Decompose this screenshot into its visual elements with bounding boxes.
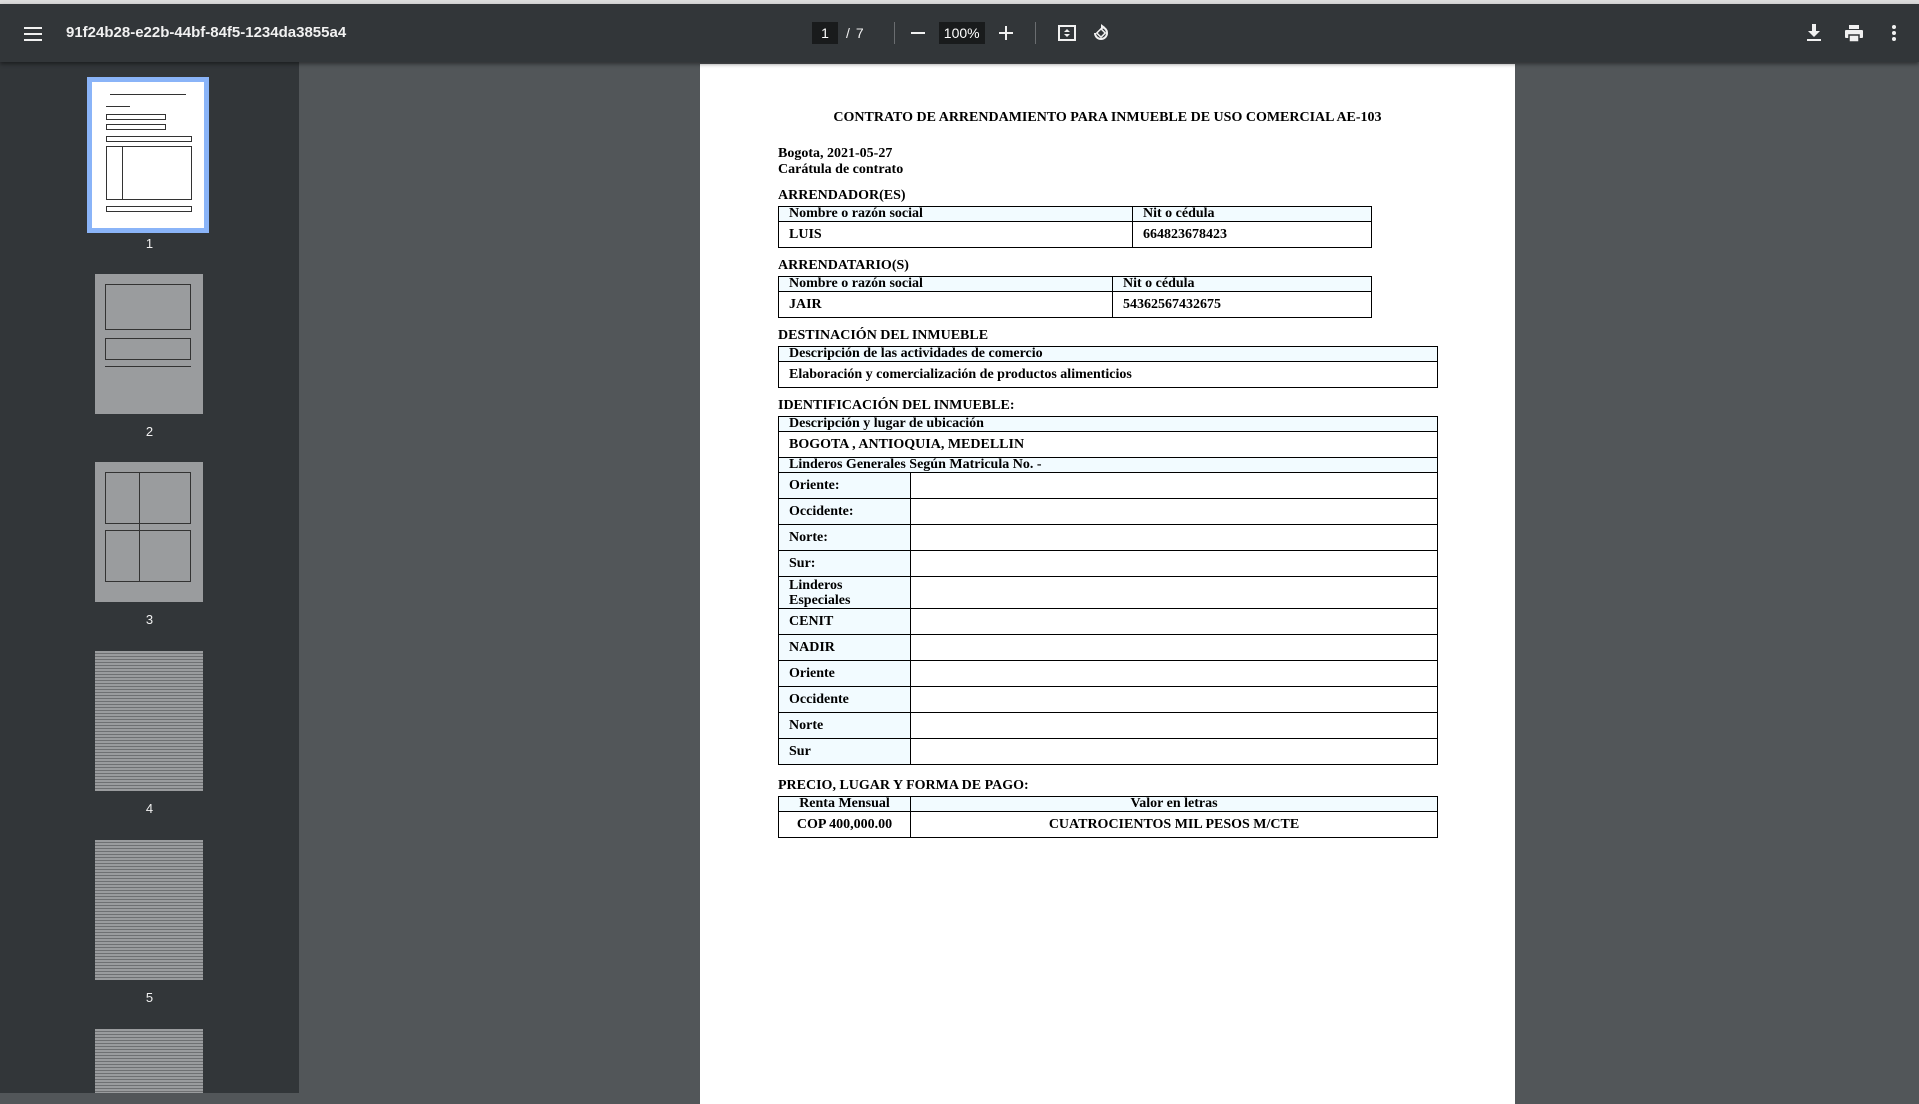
lindero-label: Norte: [779,525,911,551]
identificacion-heading: IDENTIFICACIÓN DEL INMUEBLE: [778,398,1015,413]
lindero-value [911,499,1438,525]
pdf-toolbar [0,4,1919,62]
right-controls [1799,18,1909,48]
plus-icon [999,26,1013,40]
arrendador-table [778,206,1372,248]
arrendatario-table [778,276,1372,318]
letras-value: CUATROCIENTOS MIL PESOS M/CTE [911,812,1438,838]
file-title: 91f24b28-e22b-44bf-84f5-1234da3855a4 [66,24,347,41]
arrendador-heading: ARRENDADOR(ES) [778,188,906,203]
total-pages: 7 [855,25,864,41]
place-date: Bogota, 2021-05-27 [778,146,893,161]
ubicacion-header: Descripción y lugar de ubicación [779,417,1438,432]
col-name-header: Nombre o razón social [779,207,1133,222]
renta-value: COP 400,000.00 [779,812,911,838]
lindero-value [911,739,1438,765]
contract-title: CONTRATO DE ARRENDAMIENTO PARA INMUEBLE DE USO COMERCIAL AE-103 [833,110,1382,125]
linderos-especiales-label: Linderos Especiales [779,577,911,609]
lindero-value [911,473,1438,499]
fit-to-page-icon [1058,24,1076,42]
precio-table [778,796,1438,838]
lindero-value [911,525,1438,551]
col-name-header: Nombre o razón social [779,277,1113,292]
lindero-value [911,635,1438,661]
print-icon [1845,25,1863,42]
arrendatario-heading: ARRENDATARIO(S) [778,258,909,273]
col-id-header: Nit o cédula [1113,277,1372,292]
identificacion-table [778,416,1438,765]
zoom-input[interactable]: 100% [939,22,985,44]
page-zoom-controls [812,20,1116,46]
thumbnail-page-2[interactable] [95,274,203,414]
download-button[interactable] [1799,18,1829,48]
lindero-value [911,661,1438,687]
lindero-value [911,577,1438,609]
contract-subtitle: Carátula de contrato [778,162,904,177]
more-vertical-icon [1892,25,1896,41]
print-button[interactable] [1839,18,1869,48]
thumbnail-number: 4 [145,801,154,816]
destinacion-heading: DESTINACIÓN DEL INMUEBLE [778,328,989,343]
lindero-label: Oriente: [779,473,911,499]
precio-heading: PRECIO, LUGAR Y FORMA DE PAGO: [778,778,1029,793]
destinacion-value: Elaboración y comercialización de productos alimenticios [779,362,1438,388]
thumbnail-number: 3 [145,612,154,627]
rotate-button[interactable] [1086,18,1116,48]
zoom-out-button[interactable] [903,18,933,48]
especial-label: Oriente [779,661,911,687]
toolbar-divider [894,22,895,44]
especial-label: Sur [779,739,911,765]
toolbar-divider [1035,22,1036,44]
more-options-button[interactable] [1879,18,1909,48]
page-separator: / [846,25,850,41]
thumbnail-page-4[interactable] [95,651,203,791]
thumbnail-page-3[interactable] [95,462,203,602]
document-viewer[interactable] [299,62,1919,1093]
arrendatario-name: JAIR [779,292,1113,318]
renta-header: Renta Mensual [779,797,911,812]
lindero-label: Sur: [779,551,911,577]
thumbnail-number: 2 [145,424,154,439]
especial-label: CENIT [779,609,911,635]
arrendador-id: 664823678423 [1133,222,1372,248]
lindero-label: Occidente: [779,499,911,525]
thumbnail-sidebar[interactable] [0,62,299,1093]
lindero-value [911,551,1438,577]
destinacion-header: Descripción de las actividades de comercio [779,347,1438,362]
arrendatario-id: 54362567432675 [1113,292,1372,318]
lindero-value [911,713,1438,739]
linderos-header: Linderos Generales Según Matricula No. - [779,458,1438,473]
especial-label: NADIR [779,635,911,661]
ubicacion-value: BOGOTA , ANTIOQUIA, MEDELLIN [779,432,1438,458]
minus-icon [911,26,925,40]
destinacion-table [778,346,1438,388]
menu-button[interactable] [18,19,48,49]
page-number-input[interactable]: 1 [812,22,838,44]
download-icon [1806,24,1822,42]
rotate-icon [1092,24,1110,42]
thumbnail-page-1[interactable] [92,82,204,228]
thumbnail-number: 1 [145,236,154,251]
thumbnail-page-6[interactable] [95,1029,203,1093]
thumbnail-number: 5 [145,990,154,1005]
thumbnail-page-5[interactable] [95,840,203,980]
col-id-header: Nit o cédula [1133,207,1372,222]
fit-page-button[interactable] [1052,18,1082,48]
zoom-in-button[interactable] [991,18,1021,48]
pdf-page [700,64,1515,1104]
especial-label: Occidente [779,687,911,713]
arrendador-name: LUIS [779,222,1133,248]
especial-label: Norte [779,713,911,739]
lindero-value [911,687,1438,713]
letras-header: Valor en letras [911,797,1438,812]
lindero-value [911,609,1438,635]
hamburger-icon [24,27,42,41]
